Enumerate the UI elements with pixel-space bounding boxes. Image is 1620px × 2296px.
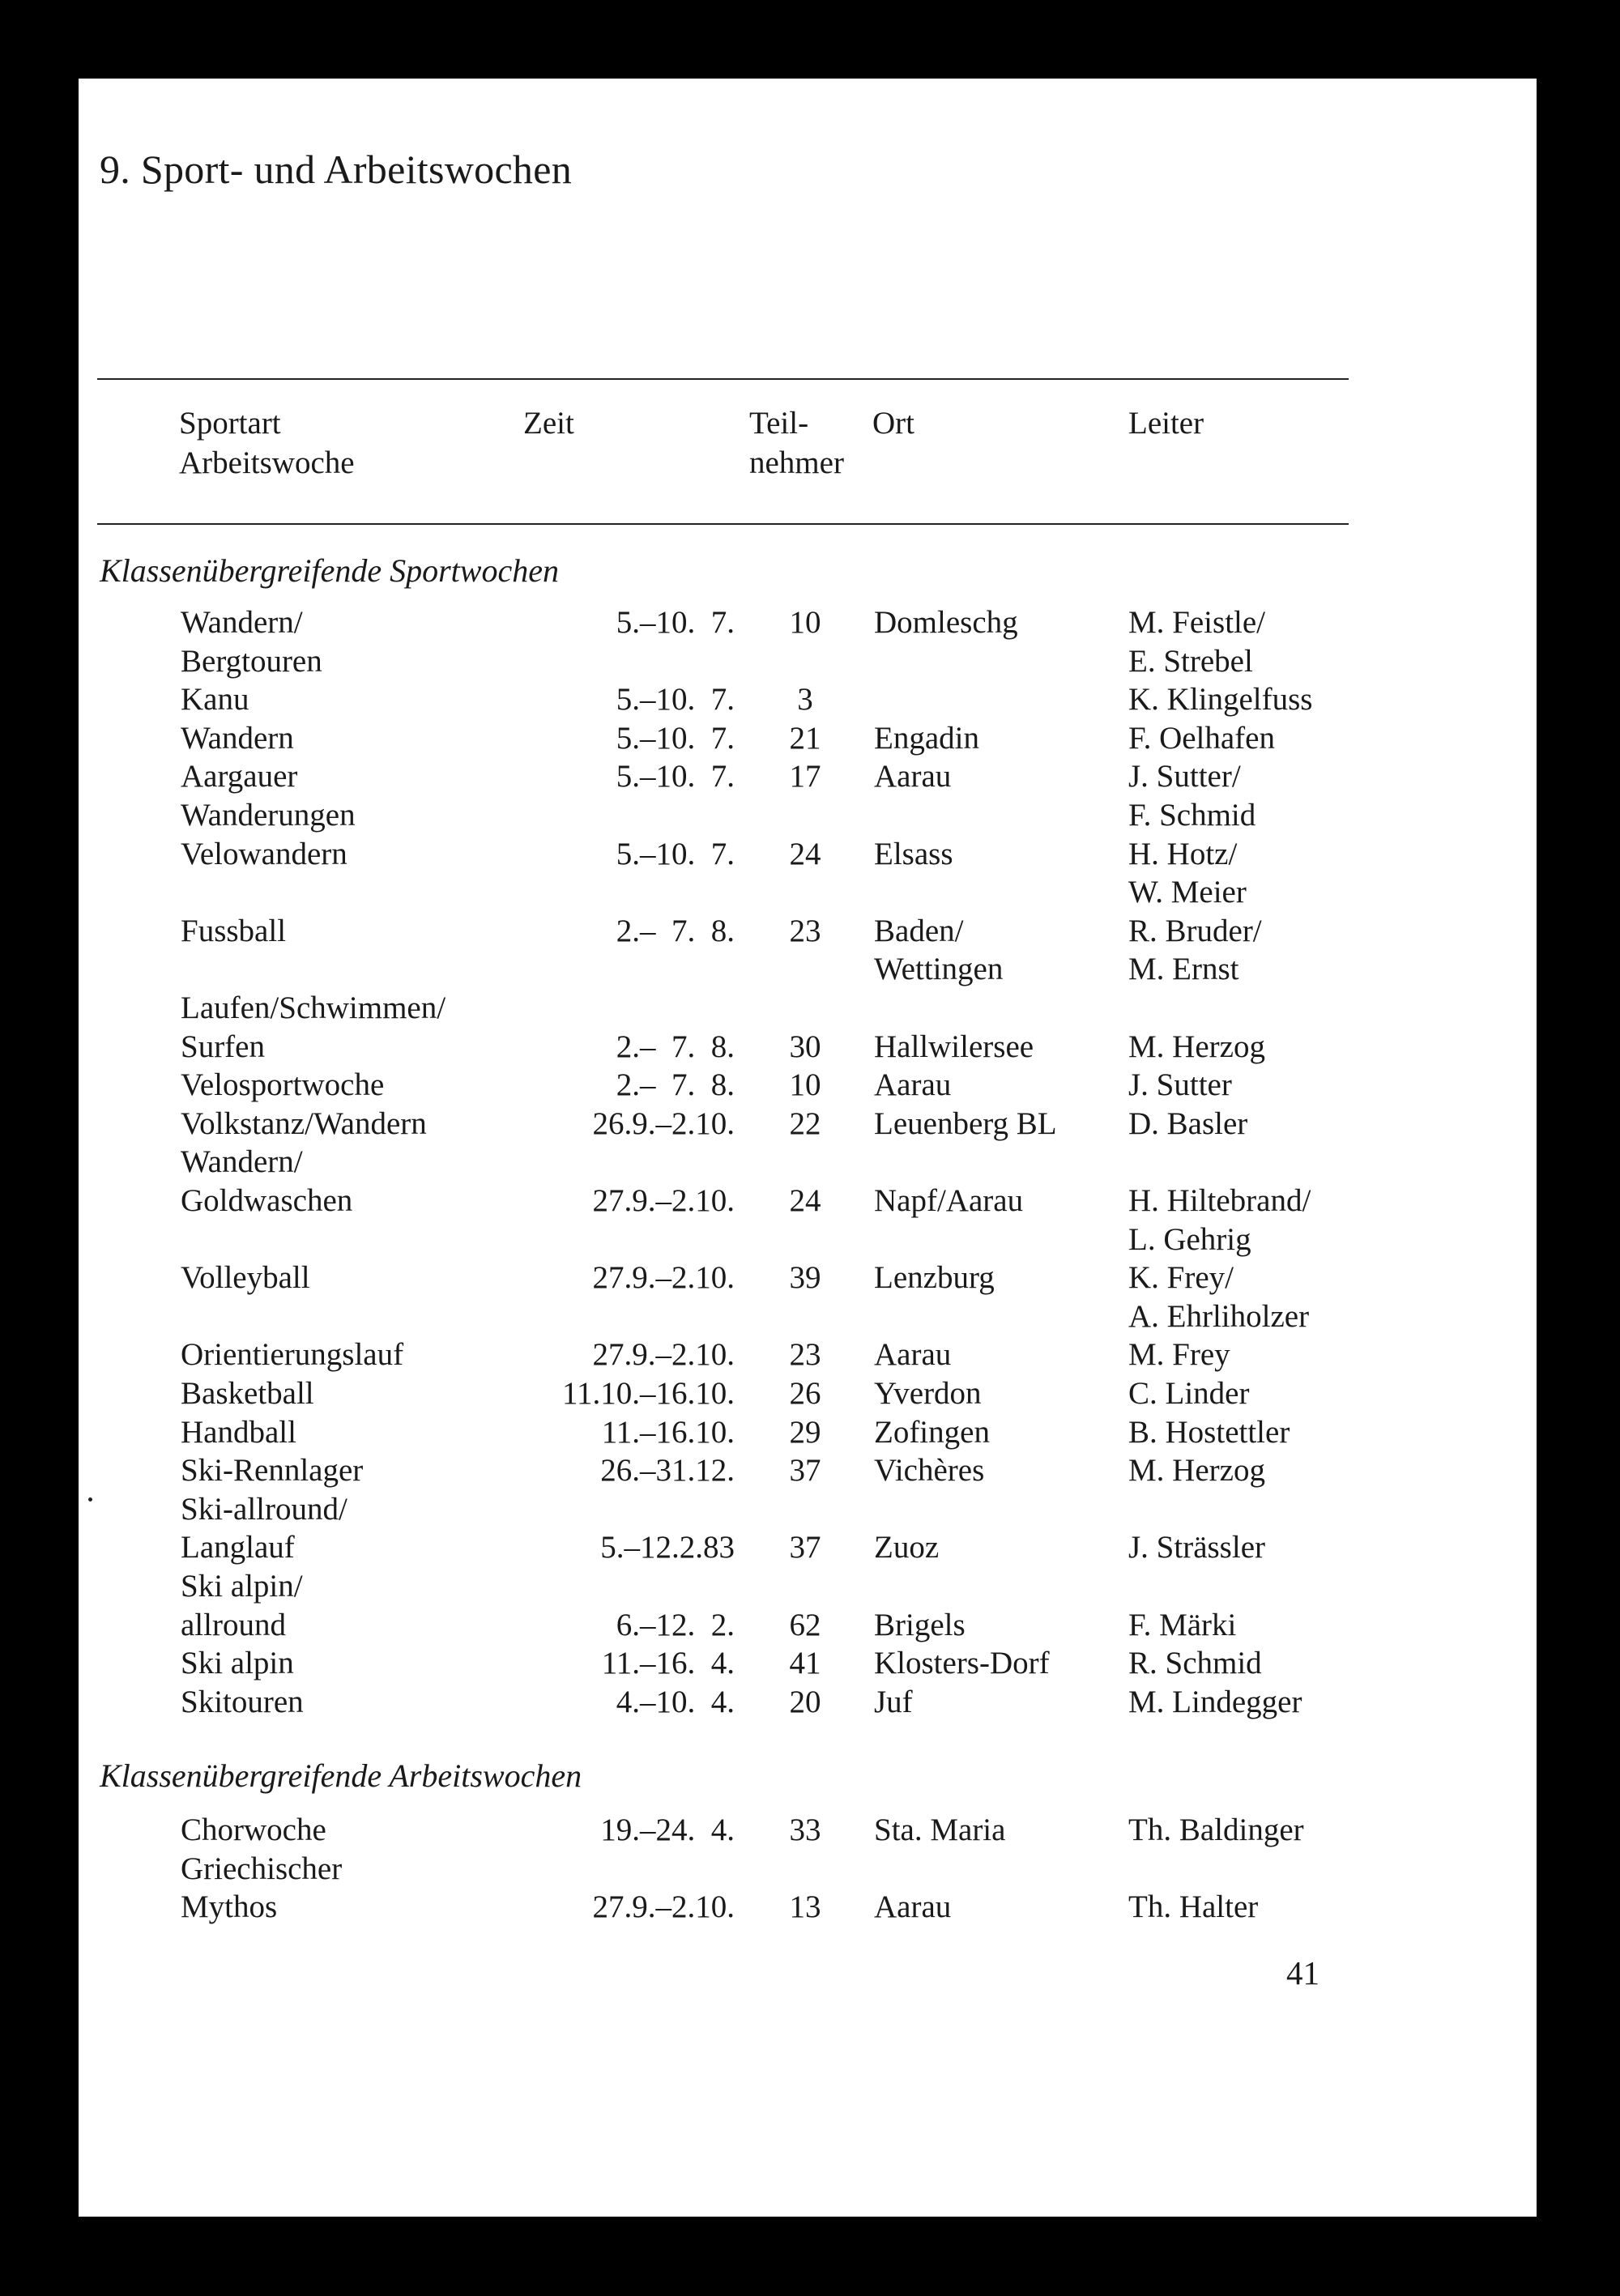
cell-zeit: 5.–10. 7. <box>616 682 735 718</box>
cell-zeit: 26.9.–2.10. <box>592 1105 735 1141</box>
cell-teilnehmer: 10 <box>789 605 821 640</box>
cell-ort: Klosters-Dorf <box>874 1646 1050 1681</box>
header-zeit <box>523 403 574 443</box>
cell-leiter: M. Lindegger <box>1128 1684 1302 1719</box>
header-teilnehmer <box>749 403 844 483</box>
cell-teilnehmer: 24 <box>789 1183 821 1218</box>
cell-leiter: H. Hotz/ <box>1128 836 1238 871</box>
cell-ort: Aarau <box>874 759 952 794</box>
cell-teilnehmer: 3 <box>797 682 813 718</box>
cell-leiter: M. Feistle/ <box>1128 605 1266 640</box>
cell-ort: Aarau <box>874 1067 952 1103</box>
cell-teilnehmer: 24 <box>789 836 821 871</box>
header-sportart-line2: Arbeitswoche <box>179 445 355 480</box>
cell-zeit: 6.–12. 2. <box>616 1607 735 1642</box>
cell-leiter: Th. Halter <box>1128 1889 1259 1925</box>
cell-teilnehmer: 37 <box>789 1453 821 1489</box>
cell-teilnehmer: 17 <box>789 759 821 794</box>
cell-ort: Domleschg <box>874 605 1018 640</box>
cell-leiter: M. Ernst <box>1128 952 1239 987</box>
page-title: 9. Sport- und Arbeitswochen <box>100 147 573 192</box>
cell-teilnehmer: 30 <box>789 1029 821 1064</box>
header-top-rule <box>97 378 1349 380</box>
cell-sportart: Volleyball <box>181 1260 310 1296</box>
cell-sportart: Surfen <box>181 1029 265 1064</box>
cell-leiter: J. Strässler <box>1128 1530 1265 1565</box>
cell-teilnehmer: 22 <box>789 1105 821 1141</box>
cell-zeit: 2.– 7. 8. <box>616 913 735 948</box>
cell-leiter: E. Strebel <box>1128 643 1253 679</box>
cell-teilnehmer: 21 <box>789 720 821 756</box>
cell-zeit: 5.–12.2.83 <box>600 1530 735 1565</box>
cell-zeit: 5.–10. 7. <box>616 720 735 756</box>
cell-zeit: 5.–10. 7. <box>616 759 735 794</box>
cell-ort: Leuenberg BL <box>874 1105 1057 1141</box>
cell-ort: Vichères <box>874 1453 985 1489</box>
cell-ort: Sta. Maria <box>874 1813 1006 1847</box>
header-leiter-line1: Leiter <box>1128 406 1204 441</box>
cell-sportart: Wanderungen <box>181 798 356 833</box>
cell-zeit: 19.–24. 4. <box>600 1813 735 1847</box>
cell-teilnehmer: 10 <box>789 1067 821 1103</box>
cell-ort: Aarau <box>874 1337 952 1373</box>
section-heading-sport: Klassenübergreifende Sportwochen <box>100 552 559 589</box>
cell-leiter: D. Basler <box>1128 1105 1248 1141</box>
cell-sportart: Langlauf <box>181 1530 295 1565</box>
cell-ort: Juf <box>874 1684 913 1719</box>
cell-sportart: Volkstanz/Wandern <box>181 1105 427 1141</box>
cell-leiter: A. Ehrliholzer <box>1128 1298 1310 1334</box>
cell-teilnehmer: 13 <box>789 1889 821 1925</box>
cell-sportart: Wandern/ <box>181 605 303 640</box>
cell-teilnehmer: 26 <box>789 1376 821 1411</box>
cell-leiter: K. Klingelfuss <box>1128 682 1313 718</box>
cell-zeit: 2.– 7. 8. <box>616 1029 735 1064</box>
cell-zeit: 4.–10. 4. <box>616 1684 735 1719</box>
cell-ort: Lenzburg <box>874 1260 995 1296</box>
cell-sportart: Wandern <box>181 720 294 756</box>
cell-teilnehmer: 39 <box>789 1260 821 1296</box>
cell-zeit: 11.–16. 4. <box>601 1646 735 1681</box>
cell-sportart: Ski-allround/ <box>181 1491 347 1527</box>
stray-dot-mark <box>88 1497 92 1502</box>
cell-leiter: H. Hiltebrand/ <box>1128 1183 1311 1218</box>
cell-leiter: B. Hostettler <box>1128 1414 1290 1450</box>
cell-sportart: Fussball <box>181 913 287 948</box>
cell-leiter: J. Sutter/ <box>1128 759 1241 794</box>
cell-sportart: allround <box>181 1607 286 1642</box>
cell-ort: Napf/Aarau <box>874 1183 1024 1218</box>
cell-ort: Aarau <box>874 1889 952 1925</box>
cell-ort: Zuoz <box>874 1530 940 1565</box>
header-sportart-line1: Sportart <box>179 406 281 441</box>
cell-sportart: Aargauer <box>181 759 298 794</box>
cell-teilnehmer: 62 <box>789 1607 821 1642</box>
cell-zeit: 5.–10. 7. <box>616 836 735 871</box>
cell-ort: Baden/ <box>874 913 964 948</box>
cell-leiter: F. Schmid <box>1128 798 1256 833</box>
cell-zeit: 27.9.–2.10. <box>592 1260 735 1296</box>
header-leiter <box>1128 403 1204 443</box>
cell-ort: Engadin <box>874 720 979 756</box>
cell-sportart: Basketball <box>181 1376 314 1411</box>
cell-leiter: W. Meier <box>1128 875 1247 910</box>
cell-sportart: Ski alpin <box>181 1646 294 1681</box>
cell-sportart: Skitouren <box>181 1684 304 1719</box>
cell-teilnehmer: 33 <box>789 1813 821 1847</box>
header-teil-line1: Teil- <box>749 406 809 441</box>
cell-zeit: 27.9.–2.10. <box>592 1889 735 1925</box>
cell-leiter: C. Linder <box>1128 1376 1250 1411</box>
cell-sportart: Bergtouren <box>181 643 322 679</box>
cell-leiter: R. Bruder/ <box>1128 913 1262 948</box>
cell-ort: Wettingen <box>874 952 1004 987</box>
cell-leiter: Th. Baldinger <box>1128 1813 1304 1847</box>
cell-ort: Brigels <box>874 1607 966 1642</box>
cell-zeit: 26.–31.12. <box>600 1453 735 1489</box>
cell-zeit: 5.–10. 7. <box>616 605 735 640</box>
cell-ort: Hallwilersee <box>874 1029 1034 1064</box>
cell-sportart: Mythos <box>181 1889 278 1925</box>
cell-zeit: 27.9.–2.10. <box>592 1337 735 1373</box>
cell-sportart: Orientierungslauf <box>181 1337 404 1373</box>
cell-leiter: M. Herzog <box>1128 1029 1265 1064</box>
cell-leiter: R. Schmid <box>1128 1646 1262 1681</box>
cell-leiter: F. Märki <box>1128 1607 1237 1642</box>
cell-leiter: M. Frey <box>1128 1337 1230 1373</box>
cell-ort: Yverdon <box>874 1376 982 1411</box>
cell-zeit: 11.–16.10. <box>601 1414 735 1450</box>
header-zeit-line1: Zeit <box>523 406 574 441</box>
header-ort-line1: Ort <box>872 406 914 441</box>
cell-sportart: Goldwaschen <box>181 1183 353 1218</box>
cell-sportart: Handball <box>181 1414 296 1450</box>
header-ort <box>872 403 914 443</box>
cell-sportart: Kanu <box>181 682 249 718</box>
cell-leiter: J. Sutter <box>1128 1067 1232 1103</box>
cell-sportart: Velosportwoche <box>181 1067 385 1103</box>
cell-ort: Zofingen <box>874 1414 990 1450</box>
cell-zeit: 27.9.–2.10. <box>592 1183 735 1218</box>
cell-sportart: Wandern/ <box>181 1144 303 1180</box>
cell-leiter: M. Herzog <box>1128 1453 1265 1489</box>
cell-ort: Elsass <box>874 836 953 871</box>
cell-sportart: Ski alpin/ <box>181 1569 303 1604</box>
cell-teilnehmer: 23 <box>789 913 821 948</box>
cell-leiter: F. Oelhafen <box>1128 720 1275 756</box>
cell-teilnehmer: 20 <box>789 1684 821 1719</box>
cell-sportart: Griechischer <box>181 1851 343 1886</box>
cell-teilnehmer: 37 <box>789 1530 821 1565</box>
header-bottom-rule <box>97 523 1349 525</box>
cell-sportart: Velowandern <box>181 836 347 871</box>
header-teil-line2: nehmer <box>749 445 844 480</box>
page-number: 41 <box>1286 1954 1319 1991</box>
cell-teilnehmer: 41 <box>789 1646 821 1681</box>
cell-zeit: 2.– 7. 8. <box>616 1067 735 1103</box>
cell-zeit: 11.10.–16.10. <box>561 1376 735 1411</box>
cell-sportart: Ski-Rennlager <box>181 1453 364 1489</box>
cell-teilnehmer: 23 <box>789 1337 821 1373</box>
cell-leiter: L. Gehrig <box>1128 1221 1251 1257</box>
cell-leiter: K. Frey/ <box>1128 1260 1234 1296</box>
cell-teilnehmer: 29 <box>789 1414 821 1450</box>
header-sportart <box>179 403 355 483</box>
cell-sportart: Laufen/Schwimmen/ <box>181 990 446 1025</box>
section-heading-arbeit: Klassenübergreifende Arbeitswochen <box>100 1757 582 1794</box>
cell-sportart: Chorwoche <box>181 1813 326 1847</box>
